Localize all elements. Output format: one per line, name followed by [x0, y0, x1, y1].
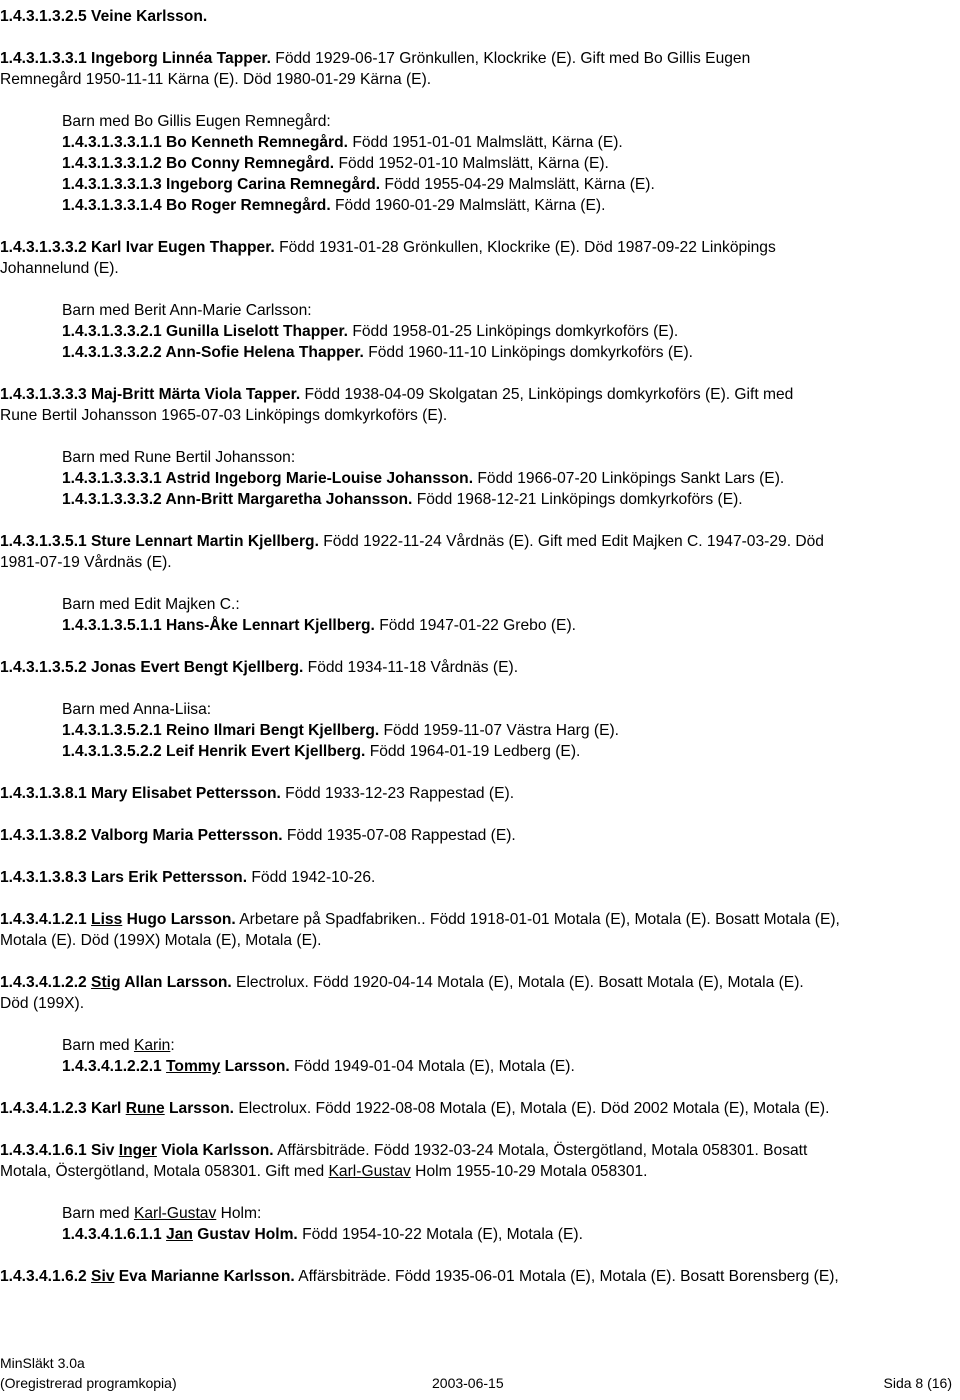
person-name-text: 1.4.3.1.3.3.3.1 Astrid Ingeborg Marie-Louise Johansson.	[62, 470, 474, 487]
person-name-text: Siv	[91, 1268, 115, 1285]
genealogy-entry-continuation	[62, 322, 678, 342]
genealogy-entry-continuation	[62, 742, 580, 762]
entry-text: Född 1934-11-18 Vårdnäs (E).	[303, 659, 519, 676]
person-name-text: 1.4.3.4.1.6.1 Siv	[0, 1142, 119, 1159]
person-name-text: 1.4.3.1.3.2.5 Veine Karlsson.	[0, 8, 208, 25]
entry-text: Född 1933-12-23 Rappestad (E).	[280, 785, 515, 802]
genealogy-entry-line	[0, 1099, 829, 1119]
genealogy-entry-continuation	[0, 1162, 648, 1182]
person-name-text: 1.4.3.1.3.5.2 Jonas Evert Bengt Kjellberg.	[0, 659, 304, 676]
genealogy-entry-continuation	[62, 175, 655, 195]
person-name-text: Stig	[91, 974, 121, 991]
person-name-text: 1.4.3.1.3.5.1 Sture Lennart Martin Kjellberg.	[0, 533, 319, 550]
genealogy-entry-continuation	[62, 1225, 583, 1245]
entry-text: Motala, Östergötland, Motala 058301. Gift med	[0, 1163, 329, 1180]
entry-text: Född 1947-01-22 Grebo (E).	[374, 617, 576, 634]
genealogy-entry-line	[0, 238, 776, 258]
person-name-text: Larsson.	[164, 1100, 235, 1117]
entry-text: Född 1958-01-25 Linköpings domkyrkoförs (E).	[348, 323, 679, 340]
entry-text: Arbetare på Spadfabriken.. Född 1918-01-01 Motala (E), Motala (E). Bosatt Motala (E),	[235, 911, 840, 928]
entry-text: Född 1959-11-07 Västra Harg (E).	[379, 722, 620, 739]
genealogy-entry-line	[0, 385, 793, 405]
person-name-text: 1.4.3.4.1.2.2.1	[62, 1058, 167, 1075]
entry-text: Född 1952-01-10 Malmslätt, Kärna (E).	[334, 155, 609, 172]
entry-text: Barn med Bo Gillis Eugen Remnegård:	[62, 113, 331, 130]
entry-text: Född 1964-01-19 Ledberg (E).	[365, 743, 581, 760]
entry-text: Johannelund (E).	[0, 260, 119, 277]
entry-text: Affärsbiträde. Född 1932-03-24 Motala, Östergötland, Motala 058301. Bosatt	[273, 1142, 808, 1159]
genealogy-entry-line	[0, 1267, 839, 1287]
genealogy-entry-continuation	[62, 154, 609, 174]
person-name-text: 1.4.3.1.3.3.1.3 Ingeborg Carina Remnegård.	[62, 176, 381, 193]
person-name-text: 1.4.3.1.3.5.2.2 Leif Henrik Evert Kjellberg.	[62, 743, 366, 760]
entry-text: Affärsbiträde. Född 1935-06-01 Motala (E), Motala (E). Bosatt Borensberg (E),	[294, 1268, 839, 1285]
entry-text: Död (199X).	[0, 995, 85, 1012]
person-name-text: 1.4.3.1.3.3.1.2 Bo Conny Remnegård.	[62, 155, 335, 172]
entry-text: :	[170, 1037, 175, 1054]
person-name-text: 1.4.3.1.3.3.3.2 Ann-Britt Margaretha Johansson.	[62, 491, 413, 508]
entry-text: Född 1938-04-09 Skolgatan 25, Linköpings domkyrkoförs (E). Gift med	[300, 386, 794, 403]
person-name-text: 1.4.3.1.3.3.3 Maj-Britt Märta Viola Tapper.	[0, 386, 301, 403]
person-name-text: 1.4.3.1.3.3.1 Ingeborg Linnéa Tapper.	[0, 50, 271, 67]
entry-text: Barn med	[62, 1205, 134, 1222]
person-name-text: Viola Karlsson.	[156, 1142, 274, 1159]
person-name-text: Eva Marianne Karlsson.	[114, 1268, 295, 1285]
entry-text: Holm 1955-10-29 Motala 058301.	[410, 1163, 648, 1180]
person-name-text: 1.4.3.1.3.3.1.4 Bo Roger Remnegård.	[62, 197, 331, 214]
entry-text: Karl-Gustav	[133, 1205, 217, 1222]
genealogy-entry-continuation	[0, 994, 84, 1014]
genealogy-entry-continuation	[62, 490, 743, 510]
genealogy-entry-line	[0, 7, 207, 27]
person-name-text: Rune	[125, 1100, 165, 1117]
genealogy-entry-continuation	[62, 721, 619, 741]
entry-text: Holm:	[216, 1205, 262, 1222]
person-name-text: Larsson.	[220, 1058, 290, 1075]
entry-text: Född 1960-11-10 Linköpings domkyrkoförs (E).	[363, 344, 693, 361]
footer-page-number: Sida 8 (16)	[883, 1375, 952, 1391]
genealogy-entry-continuation	[62, 133, 623, 153]
entry-text: Född 1935-07-08 Rappestad (E).	[282, 827, 516, 844]
genealogy-entry-line	[0, 910, 840, 930]
entry-text: Född 1942-10-26.	[247, 869, 376, 886]
genealogy-entry-continuation	[0, 259, 119, 279]
genealogy-entry-line	[0, 658, 518, 678]
genealogy-entry-continuation	[62, 196, 605, 216]
entry-text: Barn med Berit Ann-Marie Carlsson:	[62, 302, 312, 319]
entry-text: Född 1949-01-04 Motala (E), Motala (E).	[289, 1058, 575, 1075]
entry-text: Född 1954-10-22 Motala (E), Motala (E).	[297, 1226, 583, 1243]
entry-text: Barn med	[62, 1037, 134, 1054]
genealogy-entry-continuation	[0, 406, 447, 426]
person-name-text: Tommy	[166, 1058, 221, 1075]
genealogy-entry-continuation	[62, 1036, 175, 1056]
genealogy-entry-continuation	[62, 469, 784, 489]
entry-text: Född 1955-04-29 Malmslätt, Kärna (E).	[380, 176, 655, 193]
entry-text: Barn med Edit Majken C.:	[62, 596, 240, 613]
person-name-text: 1.4.3.1.3.8.1 Mary Elisabet Pettersson.	[0, 785, 281, 802]
genealogy-entry-line	[0, 1141, 807, 1161]
entry-text: Född 1960-01-29 Malmslätt, Kärna (E).	[330, 197, 606, 214]
entry-text: Remnegård 1950-11-11 Kärna (E). Död 1980-01-29 Kärna (E).	[0, 71, 432, 88]
genealogy-entry-continuation	[62, 1204, 261, 1224]
entry-text: Rune Bertil Johansson 1965-07-03 Linköpings domkyrkoförs (E).	[0, 407, 448, 424]
entry-text: Karin	[133, 1037, 171, 1054]
genealogy-entry-continuation	[62, 343, 693, 363]
person-name-text: 1.4.3.1.3.3.1.1 Bo Kenneth Remnegård.	[62, 134, 348, 151]
entry-text: 1981-07-19 Vårdnäs (E).	[0, 554, 172, 571]
entry-text: Född 1929-06-17 Grönkullen, Klockrike (E). Gift med Bo Gillis Eugen	[270, 50, 751, 67]
entry-text: Barn med Rune Bertil Johansson:	[62, 449, 296, 466]
genealogy-entry-continuation	[0, 553, 172, 573]
person-name-text: 1.4.3.1.3.3.2 Karl Ivar Eugen Thapper.	[0, 239, 275, 256]
genealogy-entry-continuation	[62, 700, 211, 720]
genealogy-entry-line	[0, 532, 824, 552]
person-name-text: 1.4.3.1.3.3.2.2 Ann-Sofie Helena Thapper.	[62, 344, 364, 361]
person-name-text: Liss	[91, 911, 123, 928]
person-name-text: 1.4.3.1.3.8.2 Valborg Maria Pettersson.	[0, 827, 283, 844]
footer-license: (Oregistrerad programkopia)	[0, 1375, 177, 1391]
person-name-text: 1.4.3.4.1.2.2	[0, 974, 92, 991]
genealogy-entry-line	[0, 784, 514, 804]
person-name-text: 1.4.3.1.3.8.3 Lars Erik Pettersson.	[0, 869, 248, 886]
person-name-text: 1.4.3.1.3.3.2.1 Gunilla Liselott Thapper.	[62, 323, 348, 340]
genealogy-entry-continuation	[62, 1057, 575, 1077]
person-name-text: 1.4.3.4.1.2.3 Karl	[0, 1100, 126, 1117]
footer-program: MinSläkt 3.0a	[0, 1355, 85, 1371]
genealogy-entry-continuation	[0, 931, 322, 951]
person-name-text: Hugo Larsson.	[122, 911, 236, 928]
person-name-text: 1.4.3.1.3.5.2.1 Reino Ilmari Bengt Kjellberg.	[62, 722, 380, 739]
genealogy-entry-line	[0, 826, 516, 846]
person-name-text: Gustav Holm.	[192, 1226, 298, 1243]
person-name-text: 1.4.3.4.1.6.2	[0, 1268, 92, 1285]
entry-text: Född 1922-11-24 Vårdnäs (E). Gift med Edit Majken C. 1947-03-29. Död	[318, 533, 824, 550]
person-name-text: Inger	[118, 1142, 157, 1159]
entry-text: Electrolux. Född 1922-08-08 Motala (E), Motala (E). Död 2002 Motala (E), Motala (E).	[234, 1100, 830, 1117]
person-name-text: 1.4.3.4.1.2.1	[0, 911, 92, 928]
entry-text: Electrolux. Född 1920-04-14 Motala (E), Motala (E). Bosatt Motala (E), Motala (E).	[231, 974, 804, 991]
genealogy-entry-continuation	[62, 448, 295, 468]
genealogy-entry-line	[0, 49, 750, 69]
person-name-text: Jan	[166, 1226, 193, 1243]
person-name-text: 1.4.3.1.3.5.1.1 Hans-Åke Lennart Kjellberg.	[62, 617, 375, 634]
entry-text: Barn med Anna-Liisa:	[62, 701, 212, 718]
genealogy-entry-continuation	[62, 595, 240, 615]
person-name-text: 1.4.3.4.1.6.1.1	[62, 1226, 167, 1243]
genealogy-entry-continuation	[62, 112, 331, 132]
footer-date: 2003-06-15	[432, 1375, 504, 1391]
genealogy-entry-line	[0, 868, 375, 888]
entry-text: Motala (E). Död (199X) Motala (E), Motala (E).	[0, 932, 322, 949]
entry-text: Född 1951-01-01 Malmslätt, Kärna (E).	[348, 134, 623, 151]
genealogy-entry-line	[0, 973, 804, 993]
genealogy-entry-continuation	[62, 301, 312, 321]
person-name-text: Allan Larsson.	[120, 974, 232, 991]
genealogy-entry-continuation	[0, 70, 431, 90]
entry-text: Född 1968-12-21 Linköpings domkyrkoförs (E).	[412, 491, 743, 508]
entry-text: Född 1931-01-28 Grönkullen, Klockrike (E). Död 1987-09-22 Linköpings	[274, 239, 776, 256]
genealogy-entry-continuation	[62, 616, 576, 636]
entry-text: Karl-Gustav	[328, 1163, 411, 1180]
entry-text: Född 1966-07-20 Linköpings Sankt Lars (E).	[473, 470, 785, 487]
